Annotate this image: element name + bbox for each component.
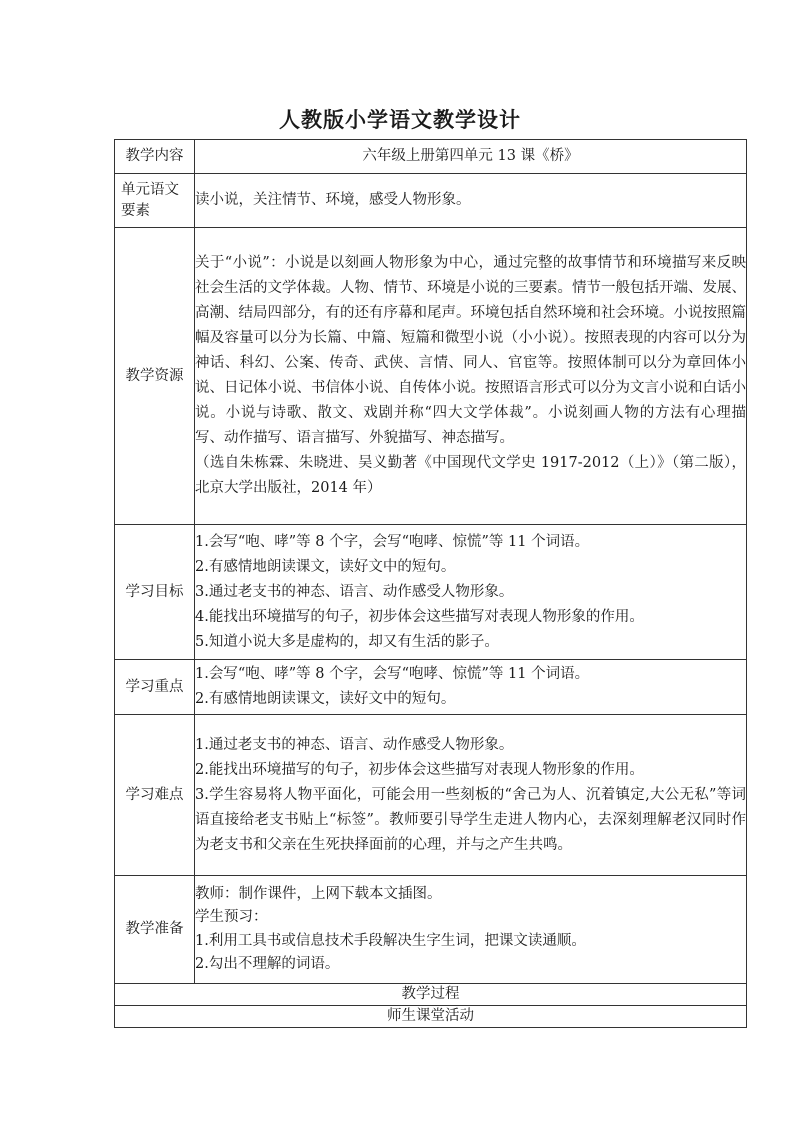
label-teaching-content: 教学内容 xyxy=(115,140,195,174)
preparation-item: 学生预习： xyxy=(195,909,268,925)
row-unit-elements xyxy=(115,174,747,228)
row-teaching-resources xyxy=(115,228,747,525)
difficulty-item: 1.通过老支书的神态、语言、动作感受人物形象。 xyxy=(195,736,514,753)
label-difficulties: 学习难点 xyxy=(115,715,195,876)
goal-item: 2.有感情地朗读课文，读好文中的短句。 xyxy=(195,558,456,575)
page-title: 人教版小学语文教学设计 xyxy=(279,108,521,132)
resources-paragraph: 关于“小说”：小说是以刻画人物形象为中心，通过完整的故事情节和环境描写来反映社会生活的文学体裁。人物、情节、环境是小说的三要素。情节一般包括开端、发展、高潮、结局四部分，有的还有序幕和尾声。环境包括自然环境和社会环境。小说按照篇幅及容量可以分为长篇、中篇、短篇和微型小说（小小说）。按照表现的内容可以分为神话、科幻、公案、传奇、武侠、言情、同人、官宦等。按照体制可以分为章回体小说、日记体小说、书信体小说、自传体小说。按照语言形式可以分为文言小说和白话小说。小说与诗歌、散文、戏剧并称“四大文学体裁”。小说刻画人物的方法有心理描写、动作描写、语言描写、外貌描写、神态描写。 xyxy=(195,255,746,446)
label-key-points: 学习重点 xyxy=(115,660,195,715)
row-preparation xyxy=(115,876,747,984)
value-teaching-content: 六年级上册第四单元 13 课《桥》 xyxy=(195,140,747,174)
lesson-plan-table xyxy=(114,139,747,1028)
preparation-item: 2.勾出不理解的词语。 xyxy=(195,956,340,972)
row-teaching-process xyxy=(115,984,747,1006)
goal-item: 5.知道小说大多是虚构的，却又有生活的影子。 xyxy=(195,633,499,650)
value-learning-goals xyxy=(195,525,747,660)
difficulty-item: 2.能找出环境描写的句子，初步体会这些描写对表现人物形象的作用。 xyxy=(195,761,644,778)
value-unit-elements: 读小说，关注情节、环境，感受人物形象。 xyxy=(195,174,747,228)
label-unit-elements-line1: 单元语文 xyxy=(121,181,179,198)
preparation-item: 教师：制作课件，上网下载本文插图。 xyxy=(195,885,442,902)
row-class-activity xyxy=(115,1006,747,1028)
goal-item: 4.能找出环境描写的句子，初步体会这些描写对表现人物形象的作用。 xyxy=(195,608,644,625)
difficulty-item: 3.学生容易将人物平面化，可能会用一些刻板的“舍己为人、沉着镇定,大公无私”等词语直接给老支书贴上“标签”。教师要引导学生走进人物内心，去深刻理解老汉同时作为老支书和父亲在生死抉择面前的心理，并与之产生共鸣。 xyxy=(195,786,746,853)
goal-item: 3.通过老支书的神态、语言、动作感受人物形象。 xyxy=(195,583,514,600)
value-teaching-resources xyxy=(195,228,747,525)
row-difficulties xyxy=(115,715,747,876)
class-activity-heading: 师生课堂活动 xyxy=(115,1006,747,1028)
value-preparation xyxy=(195,876,747,984)
label-unit-elements xyxy=(115,174,195,228)
preparation-item: 1.利用工具书或信息技术手段解决生字生词，把课文读通顺。 xyxy=(195,932,586,949)
value-key-points xyxy=(195,660,747,715)
goal-item: 1.会写“咆、哮”等 8 个字，会写“咆哮、惊慌”等 11 个词语。 xyxy=(195,533,590,550)
row-key-points xyxy=(115,660,747,715)
row-teaching-content xyxy=(115,140,747,174)
key-point-item: 1.会写“咆、哮”等 8 个字，会写“咆哮、惊慌”等 11 个词语。 xyxy=(195,666,590,682)
row-learning-goals xyxy=(115,525,747,660)
label-preparation: 教学准备 xyxy=(115,876,195,984)
value-difficulties xyxy=(195,715,747,876)
key-point-item: 2.有感情地朗读课文，读好文中的短句。 xyxy=(195,691,456,707)
resources-source: （选自朱栋霖、朱晓进、吴义勤著《中国现代文学史 1917-2012（上）》（第二版），北京大学出版社，2014 年） xyxy=(195,455,746,496)
label-learning-goals: 学习目标 xyxy=(115,525,195,660)
label-teaching-resources: 教学资源 xyxy=(115,228,195,525)
label-unit-elements-line2: 要素 xyxy=(121,202,150,219)
teaching-process-heading: 教学过程 xyxy=(115,984,747,1006)
